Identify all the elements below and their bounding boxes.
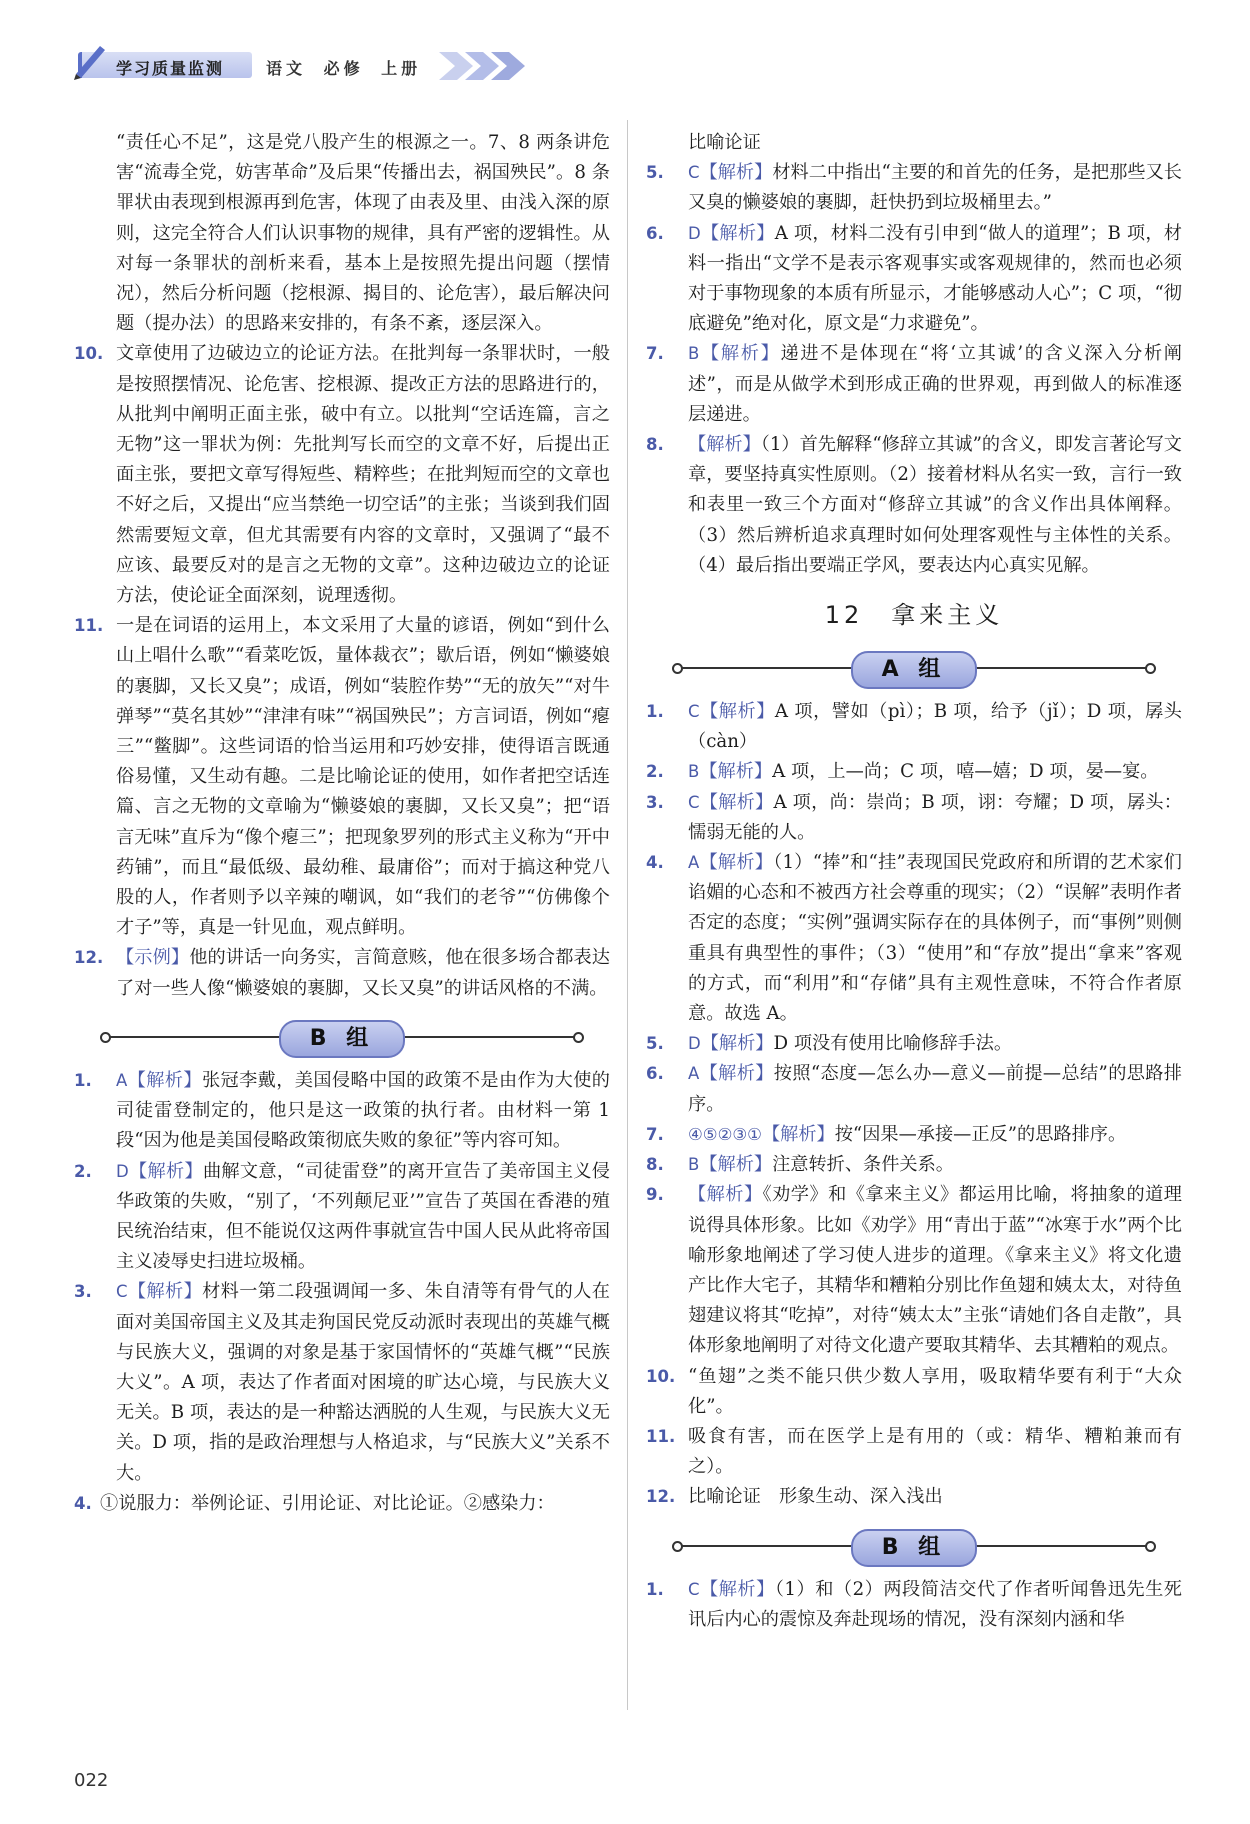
item-number: 7.: [646, 344, 664, 364]
page-header: [74, 46, 554, 88]
answer-item-12a-12: [646, 1482, 1182, 1512]
answer-item-12a-11: [646, 1422, 1182, 1482]
answer-item-b3: [74, 1277, 610, 1488]
chevron-arrows-icon: [439, 48, 549, 84]
item-number: 1.: [646, 702, 664, 722]
answer-item-12a-8: [646, 1150, 1182, 1180]
item-text: A 项，譬如（pì）；B 项，给予（jǐ）；D 项，孱头（càn）: [688, 701, 1182, 753]
item-tag: 【解析】: [699, 701, 775, 723]
item-text: （1）“捧”和“挂”表现国民党政府和所谓的艺术家们谄媚的心态和不被西方社会尊重的现实；（2）“误解”表明作者否定的态度；“实例”强调实际存在的具体例子，而“事例”则侧重具有典型性的事件；（3）“使用”和“存放”提出“拿来”客观的方式，而“利用”和“存储”具有主观性意味，不符合作者原意。故选 A。: [688, 852, 1182, 1025]
item-number: 11.: [74, 616, 104, 636]
column-divider: [627, 120, 628, 1710]
item-tag: 【解析】: [127, 1069, 202, 1091]
item-tag: 【解析】: [700, 222, 775, 244]
item-tag: 【解析】: [128, 1160, 203, 1182]
item-tag: 【解析】: [699, 1578, 775, 1600]
answer-item-11: [74, 611, 610, 943]
item-tag: 【解析】: [699, 162, 773, 184]
item-number: 3.: [646, 792, 664, 812]
item-tag: 【解析】: [688, 1184, 763, 1206]
item-number: 4.: [646, 853, 664, 873]
item-number: 8.: [646, 435, 664, 455]
item-4-continuation: 比喻论证: [688, 132, 761, 153]
header-brand: 学习质量监测: [116, 59, 225, 78]
answer-item-5: [646, 158, 1182, 218]
item-text: （1）首先解释“修辞立其诚”的含义，即发言著论写文章，要坚持真实性原则。（2）接着材料从名实一致，言行一致和表里一致三个方面对“修辞立其诚”的含义作出具体阐释。（3）然后辨析追求真理时如何处理客观性与主体性的关系。（4）最后指出要端正学风，要表达内心真实见解。: [688, 434, 1182, 576]
answer-item-12a-2: [646, 757, 1182, 787]
answer-item-12a-1: [646, 697, 1182, 757]
item-answer: B: [688, 762, 700, 782]
answer-item-12a-5: [646, 1029, 1182, 1059]
item-number: 6.: [646, 223, 664, 243]
item-text: A 项，上—尚；C 项，嘻—嬉；D 项，晏—宴。: [772, 761, 1159, 783]
item-number: 1.: [74, 1070, 92, 1090]
item-text: 吸食有害，而在医学上是有用的（或：精华、糟粕兼而有之）。: [688, 1425, 1182, 1478]
item-answer: C: [688, 1579, 700, 1599]
item-answer: B: [688, 344, 700, 364]
item-answer: C: [688, 163, 700, 183]
item-text: ①说服力：举例论证、引用论证、对比论证。②感染力：: [100, 1492, 555, 1514]
item-number: 8.: [646, 1155, 664, 1175]
item-text: 递进不是体现在“将‘立其诚’的含义深入分析阐述”，而是从做学术到形成正确的世界观，再到做人的标准逐层递进。: [688, 343, 1182, 425]
item-text: （1）和（2）两段简洁交代了作者听闻鲁迅先生死讯后内心的震惊及奔赴现场的情况，没有深刻内涵和华: [688, 1578, 1182, 1630]
item-answer: D: [688, 1034, 701, 1054]
item-number: 3.: [74, 1282, 92, 1302]
item-text: A 项，尚：崇尚；B 项，诩：夸耀；D 项，孱头：懦弱无能的人。: [688, 791, 1182, 843]
item-text: 按照“态度—怎么办—意义—前提—总结”的思路排序。: [688, 1063, 1182, 1115]
answer-item-b1: [74, 1066, 610, 1157]
item-answer: A: [116, 1070, 128, 1090]
item-answer: ④⑤②③①: [688, 1124, 762, 1144]
item-number: 2.: [74, 1161, 92, 1181]
item-number: 4.: [74, 1493, 92, 1513]
group-b-divider: [74, 1016, 610, 1058]
header-subject: 语文 必修 上册: [266, 59, 422, 78]
item-number: 12.: [74, 948, 104, 968]
page-number: 022: [74, 1770, 109, 1791]
answer-item-7: [646, 339, 1182, 430]
answer-item-10: [74, 339, 610, 611]
item-text: D 项没有使用比喻修辞手法。: [773, 1033, 1013, 1055]
item-text: 一是在词语的运用上，本文采用了大量的谚语，例如“到什么山上唱什么歌”“看菜吃饭，量体裁衣”；歇后语，例如“懒婆娘的裹脚，又长又臭”；成语，例如“装腔作势”“无的放矢”“对牛弹琴”“莫名其妙”“津津有味”“祸国殃民”；方言词语，例如“瘪三”“鳖脚”。这些词语的恰当运用和巧妙安排，使得语言既通俗易懂，又生动有趣。二是比喻论证的使用，如作者把空话连篇、言之无物的文章喻为“懒婆娘的裹脚，又长又臭”；把“语言无味”直斥为“像个瘪三”；把现象罗列的形式主义称为“开中药铺”，而且“最低级、最幼稚、最庸俗”；而对于搞这种党八股的人，作者则予以辛辣的嘲讽，如“我们的老爷”“仿佛像个才子”等，真是一针见血，观点鲜明。: [116, 615, 610, 939]
item-text: 他的讲话一向务实，言简意赅，他在很多场合都表达了对一些人像“懒婆娘的裹脚，又长又臭”的讲话风格的不满。: [116, 947, 610, 999]
item-answer: A: [688, 1064, 700, 1084]
item-number: 11.: [646, 1426, 676, 1446]
item-text: 曲解文意，“司徒雷登”的离开宣告了美帝国主义侵华政策的失败，“别了，‘不列颠尼亚’”宣告了英国在香港的殖民统治结束，但不能说仅这两件事就宣告中国人民从此将帝国主义凌辱史扫进垃圾桶。: [116, 1160, 610, 1273]
item-text: 比喻论证 形象生动、深入浅出: [688, 1486, 943, 1508]
right-column: [646, 128, 1182, 1635]
section-title: 12 拿来主义: [824, 601, 1004, 630]
item-tag: 【解析】: [688, 434, 761, 456]
item-number: 6.: [646, 1064, 664, 1084]
answer-item-12a-3: [646, 788, 1182, 848]
item-number: 10.: [646, 1366, 676, 1386]
item-tag: 【解析】: [699, 1063, 774, 1085]
item-text: “鱼翅”之类不能只供少数人享用，吸取精华要有利于“大众化”。: [688, 1365, 1182, 1417]
item-tag: 【解析】: [699, 1154, 773, 1176]
item-text: 张冠李戴，美国侵略中国的政策不是由作为大使的司徒雷登制定的，他只是这一政策的执行者。由材料一第 1 段“因为他是美国侵略政策彻底失败的象征”等内容可知。: [116, 1069, 610, 1152]
item-tag: 【解析】: [699, 791, 774, 813]
item-tag: 【解析】: [761, 1123, 835, 1145]
item-answer: C: [116, 1282, 128, 1302]
item-answer: A: [688, 853, 700, 873]
item-answer: C: [688, 792, 700, 812]
answer-item-12a-4: [646, 848, 1182, 1029]
answer-item-12a-7: [646, 1120, 1182, 1150]
answer-item-12: [74, 943, 610, 1003]
item-tag: 【解析】: [699, 343, 781, 365]
item-text: 注意转折、条件关系。: [772, 1154, 954, 1176]
item-tag: 【解析】: [699, 761, 773, 783]
item-answer: D: [688, 223, 701, 243]
answer-item-12a-6: [646, 1059, 1182, 1119]
group-a-divider: [646, 647, 1182, 689]
item-text: 《劝学》和《拿来主义》都运用比喻，将抽象的道理说得具体形象。比如《劝学》用“青出于蓝”“冰寒于水”两个比喻形象地阐述了学习使人进步的道理。《拿来主义》将文化遗产比作大宅子，其精华和糟粕分别比作鱼翅和姨太太，对待鱼翅建议将其“吃掉”，对待“姨太太”主张“请她们各自走散”，具体形象地阐明了对待文化遗产要取其精华、去其糟粕的观点。: [688, 1184, 1182, 1357]
item-tag: 【示例】: [116, 947, 190, 969]
item-9-continuation: “责任心不足”，这是党八股产生的根源之一。7、8 两条讲危害“流毒全党，妨害革命”及后果“传播出去，祸国殃民”。8 条罪状由表现到根源再到危害，体现了由表及里、由浅入深的原则，这完全符合人们认识事物的规律，具有严密的逻辑性。从对每一条罪状的剖析来看，基本上是按照先提出问题（摆情况），然后分析问题（挖根源、揭目的、论危害），最后解决问题（提办法）的思路来安排的，有条不紊，逐层深入。: [116, 132, 610, 335]
answer-item-6: [646, 219, 1182, 340]
item-number: 2.: [646, 762, 664, 782]
answer-item-12a-10: [646, 1362, 1182, 1422]
item-text: A 项，材料二没有引申到“做人的道理”；B 项，材料一指出“文学不是表示客观事实或客观规律的，然而也必须对于事物现象的本质有所显示，才能够感动人心”；C 项，“彻底避免”绝对化，原文是“力求避免”。: [688, 222, 1182, 335]
answer-item-12b-1: [646, 1575, 1182, 1635]
item-text: 材料一第二段强调闻一多、朱自清等有骨气的人在面对美国帝国主义及其走狗国民党反动派时表现出的英雄气概与民族大义，强调的对象是基于家国情怀的“英雄气概”“民族大义”。A 项，表达了作者面对困境的旷达心境，与民族大义无关。B 项，表达的是一种豁达洒脱的人生观，与民族大义无关。D 项，指的是政治理想与人格追求，与“民族大义”关系不大。: [116, 1281, 610, 1484]
item-text: 按“因果—承接—正反”的思路排序。: [834, 1123, 1127, 1145]
item-answer: D: [116, 1161, 129, 1181]
answer-item-8: [646, 430, 1182, 581]
item-tag: 【解析】: [127, 1281, 203, 1303]
item-tag: 【解析】: [700, 1033, 774, 1055]
answer-item-b2: [74, 1157, 610, 1278]
item-text: 文章使用了边破边立的论证方法。在批判每一条罪状时，一般是按照摆情况、论危害、挖根源、提改正方法的思路进行的，从批判中阐明正面主张，破中有立。以批判“空话连篇，言之无物”这一罪状为例：先批判写长而空的文章不好，后提出正面主张，要把文章写得短些、精粹些；在批判短而空的文章也不好之后，又提出“应当禁绝一切空话”的主张；当谈到我们固然需要短文章，但尤其需要有内容的文章时，又强调了“最不应该、最要反对的是言之无物的文章”。这种边破边立的论证方法，使论证全面深刻，说理透彻。: [116, 343, 610, 607]
left-column: [74, 128, 610, 1519]
item-number: 10.: [74, 344, 104, 364]
item-number: 7.: [646, 1124, 664, 1144]
pen-icon: [70, 40, 110, 80]
group-label: A 组: [851, 651, 977, 689]
item-answer: B: [688, 1155, 700, 1175]
answer-item-12a-9: [646, 1180, 1182, 1361]
item-number: 5.: [646, 163, 664, 183]
group-b-divider-12: [646, 1525, 1182, 1567]
item-number: 12.: [646, 1487, 676, 1507]
item-number: 9.: [646, 1185, 664, 1205]
item-number: 1.: [646, 1579, 664, 1599]
group-label: B 组: [851, 1529, 977, 1567]
group-label: B 组: [279, 1020, 405, 1058]
item-answer: C: [688, 702, 700, 722]
answer-item-b4: [74, 1489, 610, 1519]
item-number: 5.: [646, 1034, 664, 1054]
item-tag: 【解析】: [699, 852, 774, 874]
item-text: 材料二中指出“主要的和首先的任务，是把那些又长又臭的懒婆娘的裹脚，赶快扔到垃圾桶里去。”: [688, 162, 1182, 214]
